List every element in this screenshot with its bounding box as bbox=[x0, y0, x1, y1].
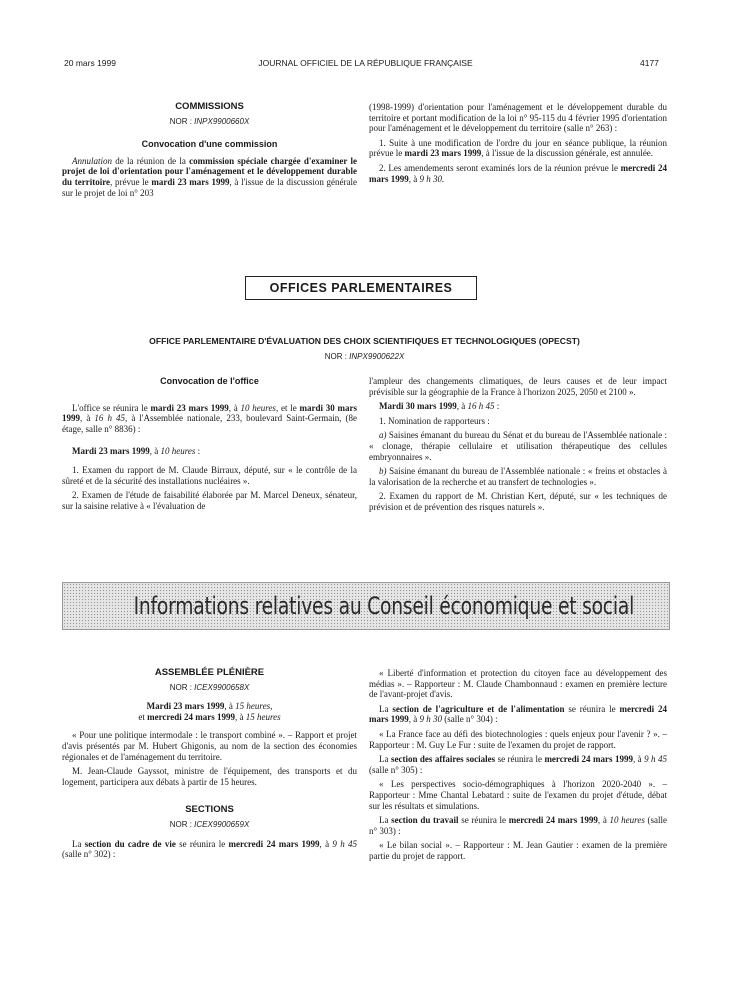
opecst-paragraph-5: 1. Nomination de rapporteurs : bbox=[379, 415, 490, 426]
opecst-paragraph-2: 1. Examen du rapport de M. Claude Birraux, député, sur « le contrôle de la sûreté et de la sécurité des installations nucléaires ». bbox=[62, 464, 357, 486]
opecst-date-2: Mardi 30 mars 1999, à 16 h 45 : bbox=[379, 401, 500, 412]
section-affaires-sociales-text: « Les perspectives socio-démographiques à l'horizon 2020-2040 ». – Rapporteur : Mme Chantal Lebatard : suite de l'examen du projet d'étude, débat sur les résultats et simulations. bbox=[369, 779, 667, 811]
commissions-section bbox=[62, 102, 357, 202]
commissions-paragraph-2: (1998-1999) d'orientation pour l'aménagement et le développement durable du territoire et portant modification de la loi n° 95-115 du 4 février 1995 d'orientation pour l'aménagement et le développement du territoire (salle n° 263) : bbox=[369, 102, 667, 134]
assemblee-pleniere-nor: NOR : ICEX9900658X bbox=[169, 682, 250, 692]
assemblee-pleniere-heading: ASSEMBLÉE PLÉNIÈRE bbox=[154, 667, 265, 678]
commissions-continued bbox=[369, 102, 667, 188]
header-title: JOURNAL OFFICIEL DE LA RÉPUBLIQUE FRANÇAISE bbox=[258, 58, 473, 68]
opecst-left-column bbox=[62, 376, 357, 515]
opecst-nor: NOR : INPX9900622X bbox=[324, 352, 405, 361]
sections-heading: SECTIONS bbox=[185, 804, 234, 816]
sections-nor: NOR : ICEX9900659X bbox=[169, 819, 250, 829]
section-travail: La section du travail se réunira le mercredi 24 mars 1999, à 10 heures (salle n° 303) : bbox=[369, 815, 667, 836]
section-agriculture: La section de l'agriculture et de l'alimentation se réunira le mercredi 24 mars 1999, à 9 h 30 (salle n° 304) : bbox=[369, 703, 668, 725]
commissions-nor: NOR : INPX9900660X bbox=[169, 116, 250, 126]
header-date: 20 mars 1999 bbox=[64, 58, 116, 68]
offices-parlementaires-box: OFFICES PARLEMENTAIRES bbox=[245, 276, 477, 300]
ces-right-column bbox=[369, 668, 667, 866]
opecst-paragraph-4: l'ampleur des changements climatiques, de leurs causes et de leur impact prévisible sur la géographie de la France à l'horizon 2025, 2050 et 2100 ». bbox=[369, 376, 667, 397]
commissions-paragraph-3: 1. Suite à une modification de l'ordre du jour en séance publique, la réunion prévue le mardi 23 mars 1999, à l'issue de la discussion générale, est annulée. bbox=[369, 137, 667, 159]
pleniere-paragraph-2: M. Jean-Claude Gayssot, ministre de l'équipement, des transports et du logement, participera aux débats à partir de 15 heures. bbox=[62, 766, 357, 787]
ces-banner: Informations relatives au Conseil économique et social bbox=[62, 582, 670, 630]
section-agriculture-text: « La France face au défi des biotechnologies : quels enjeux pour l'avenir ? ». – Rapporteur : M. Guy Le Fur : suite de l'examen du projet de rapport. bbox=[369, 728, 667, 750]
commissions-paragraph-4: 2. Les amendements seront examinés lors de la réunion prévue le mercredi 24 mars 1999, à 9 h 30. bbox=[369, 162, 667, 184]
opecst-paragraph-8: 2. Examen du rapport de M. Christian Kert, député, sur « les techniques de prévision et de prévention des risques naturels ». bbox=[369, 491, 667, 512]
header-page-number: 4177 bbox=[640, 58, 659, 68]
section-cadre-de-vie: La section du cadre de vie se réunira le mercredi 24 mars 1999, à 9 h 45 (salle n° 302) : bbox=[62, 838, 357, 860]
opecst-paragraph-6: a) Saisines émanant du bureau du Sénat et du bureau de l'Assemblée nationale : « clonage, thérapie cellulaire et utilisation thérapeutique des cellules embryonnaires ». bbox=[369, 430, 667, 462]
commissions-subheading: Convocation d'une commission bbox=[141, 139, 278, 150]
pleniere-date-1: Mardi 23 mars 1999, à 15 heures, bbox=[146, 701, 273, 712]
ces-left-column bbox=[62, 668, 357, 864]
section-cadre-de-vie-text: « Liberté d'information et protection du citoyen face au développement des médias ». – Rapporteur : M. Claude Chambonnaud : examen en première lecture de l'avant-projet d'avis. bbox=[369, 668, 667, 700]
opecst-date-1: Mardi 23 mars 1999, à 10 heures : bbox=[72, 446, 201, 457]
commissions-heading: COMMISSIONS bbox=[175, 101, 244, 112]
opecst-subheading: Convocation de l'office bbox=[160, 376, 259, 386]
opecst-paragraph-7: b) Saisine émanant du bureau de l'Assemblée nationale : « freins et obstacles à la valorisation de la recherche et au transfert de technologies ». bbox=[369, 466, 667, 487]
section-travail-text: « Le bilan social ». – Rapporteur : M. Jean Gautier : examen de la première partie du projet de rapport. bbox=[369, 840, 667, 861]
opecst-heading: OFFICE PARLEMENTAIRE D'ÉVALUATION DES CHOIX SCIENTIFIQUES ET TECHNOLOGIQUES (OPECST) bbox=[149, 336, 580, 346]
commissions-paragraph-1: Annulation de la réunion de la commission spéciale chargée d'examiner le projet de loi d'orientation pour l'aménagement et le développement durable du territoire, prévue le mardi 23 mars 1999, à l'issue de la discussion générale sur le projet de loi n° 203 bbox=[62, 155, 358, 198]
opecst-paragraph-3: 2. Examen de l'étude de faisabilité élaborée par M. Marcel Deneux, sénateur, sur la saisine relative à « l'évaluation de bbox=[62, 490, 357, 511]
opecst-paragraph-1: L'office se réunira le mardi 23 mars 1999, à 10 heures, et le mardi 30 mars 1999, à 16 h 45, à l'Assemblée nationale, 233, boulevard Saint-Germain, (8e étage, salle n° 8836) : bbox=[62, 402, 357, 434]
pleniere-date-2: et mercredi 24 mars 1999, à 15 heures bbox=[138, 711, 281, 722]
opecst-right-column bbox=[369, 376, 667, 517]
pleniere-paragraph-1: « Pour une politique intermodale : le transport combiné ». – Rapport et projet d'avis présentés par M. Hubert Ghigonis, au nom de la section des économies régionales et de l'aménagement du territoire. bbox=[62, 730, 357, 762]
section-affaires-sociales: La section des affaires sociales se réunira le mercredi 24 mars 1999, à 9 h 45 (salle n° 305) : bbox=[369, 754, 668, 775]
